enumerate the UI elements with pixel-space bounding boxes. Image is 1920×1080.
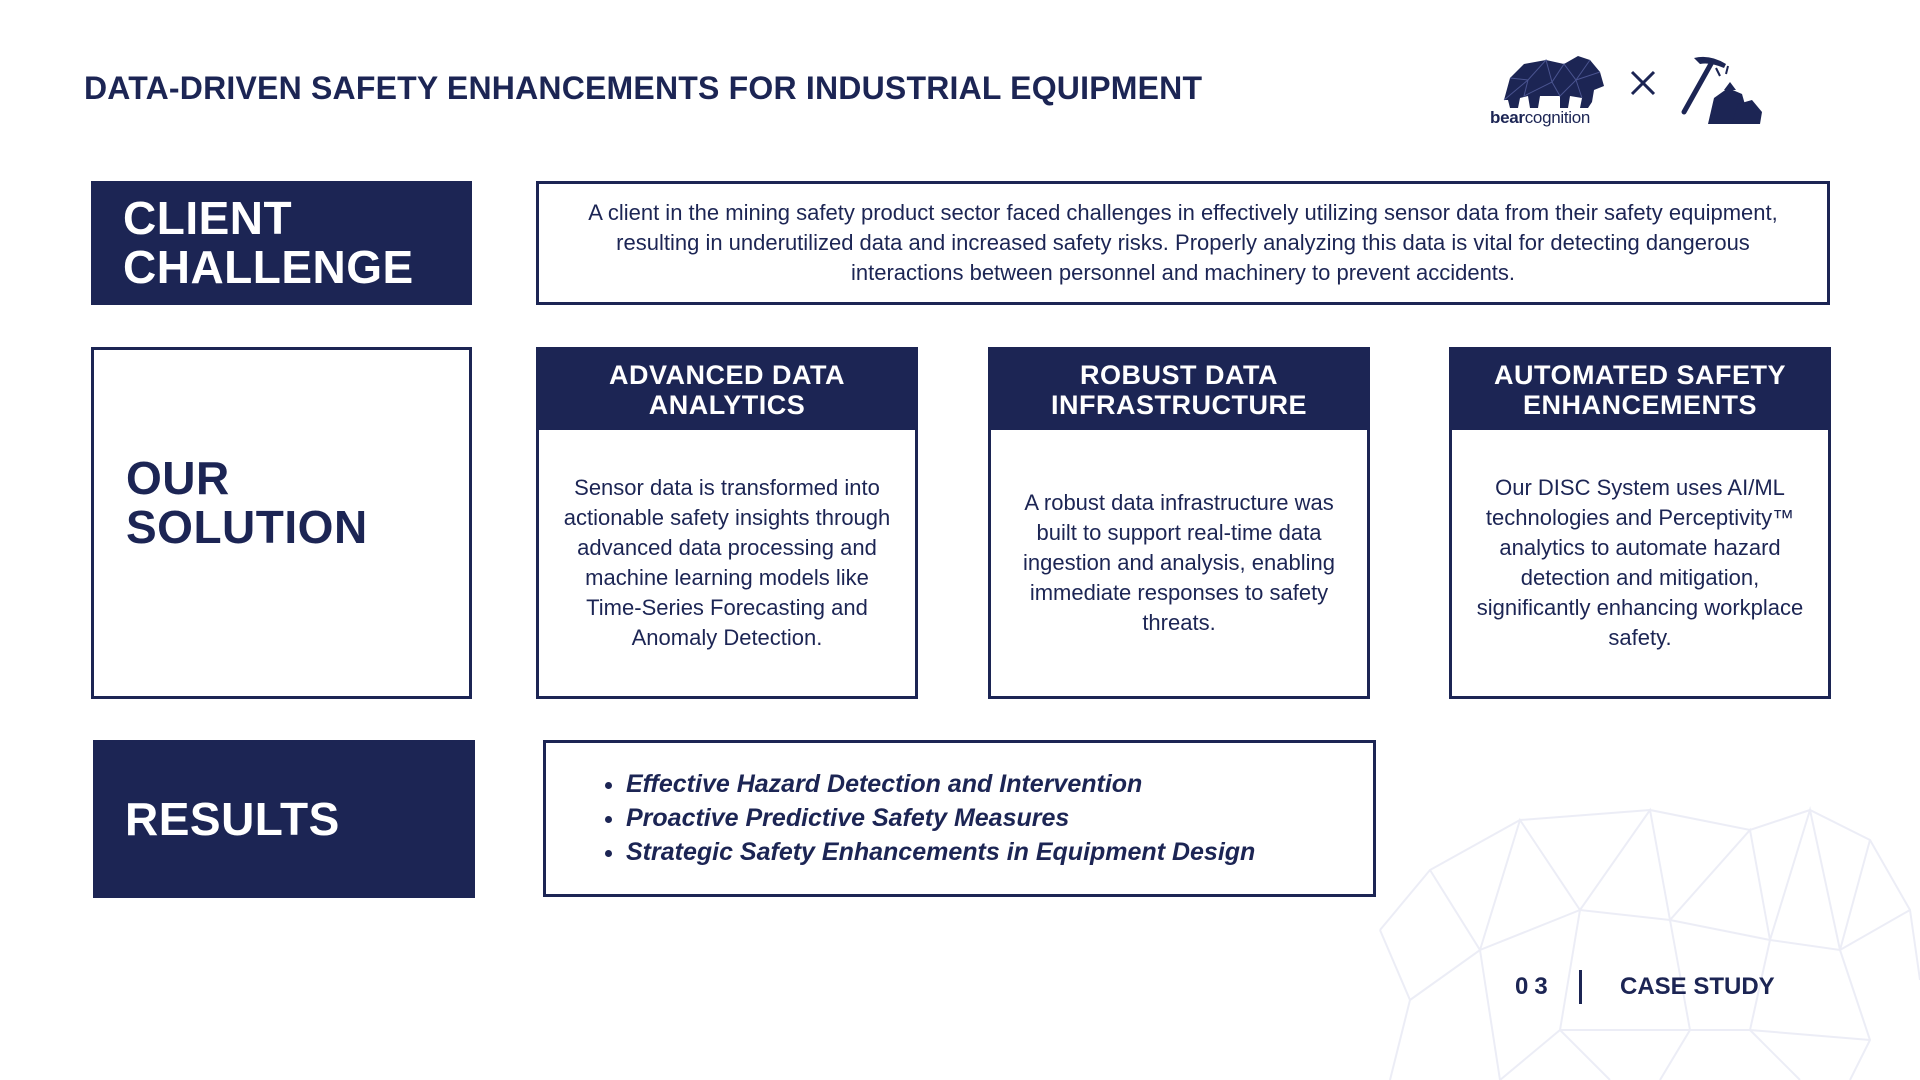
client-challenge-label-text: CLIENT CHALLENGE xyxy=(123,192,414,293)
solution-card-robust-data-infrastructure xyxy=(988,347,1370,699)
slide-title: DATA-DRIVEN SAFETY ENHANCEMENTS FOR INDUSTRIAL EQUIPMENT xyxy=(84,70,1203,106)
results-label xyxy=(93,740,475,898)
wordmark-light: cognition xyxy=(1524,108,1591,127)
solution-card-automated-safety-enhancements xyxy=(1449,347,1831,699)
client-challenge-label xyxy=(91,181,472,305)
solution-card-text: A robust data infrastructure was built to support real-time data ingestion and analysis, enabling immediate responses to safety threats. xyxy=(1023,490,1335,635)
logo-group xyxy=(1490,50,1770,130)
footer-case-study-label: CASE STUDY xyxy=(1620,973,1775,1000)
footer-divider xyxy=(1579,970,1582,1004)
wordmark-bold: bear xyxy=(1490,108,1525,127)
times-icon xyxy=(1628,68,1658,98)
solution-card-body xyxy=(1452,430,1828,696)
results-list xyxy=(596,767,1373,869)
bear-cognition-wordmark xyxy=(1490,108,1590,128)
solution-card-title: ROBUST DATA INFRASTRUCTURE xyxy=(991,350,1367,430)
results-list-item: • Proactive Predictive Safety Measures xyxy=(626,801,1373,835)
bear-watermark-icon xyxy=(1370,800,1920,1080)
solution-card-body xyxy=(991,430,1367,696)
solution-card-body xyxy=(539,430,915,696)
results-label-text: RESULTS xyxy=(125,792,340,845)
our-solution-label-text: OUR SOLUTION xyxy=(126,452,368,553)
solution-card-text: Sensor data is transformed into actionable safety insights through advanced data processing and machine learning models like Time-Series Forecasting and Anomaly Detection. xyxy=(563,475,891,650)
solution-card-text: Our DISC System uses AI/ML technologies and Perceptivity™ analytics to automate hazard detection and mitigation, significantly enhancing workplace safety. xyxy=(1476,475,1804,650)
solution-card-title: AUTOMATED SAFETY ENHANCEMENTS xyxy=(1452,350,1828,430)
page-number: 03 xyxy=(1515,973,1554,1000)
solution-card-title: ADVANCED DATA ANALYTICS xyxy=(539,350,915,430)
pickaxe-rocks-icon xyxy=(1680,54,1766,128)
results-list-box xyxy=(543,740,1376,897)
client-challenge-description xyxy=(536,181,1830,305)
solution-card-advanced-data-analytics xyxy=(536,347,918,699)
results-list-item: • Effective Hazard Detection and Intervention xyxy=(626,767,1373,801)
our-solution-label xyxy=(91,347,472,699)
results-list-item: • Strategic Safety Enhancements in Equipment Design xyxy=(626,835,1373,869)
client-challenge-text: A client in the mining safety product sector faced challenges in effectively utilizing sensor data from their safety equipment, resulting in underutilized data and increased safety risks. Properly analyzing this data is vital for detecting dangerous interactions between personnel and machinery to prevent accidents. xyxy=(588,200,1778,285)
